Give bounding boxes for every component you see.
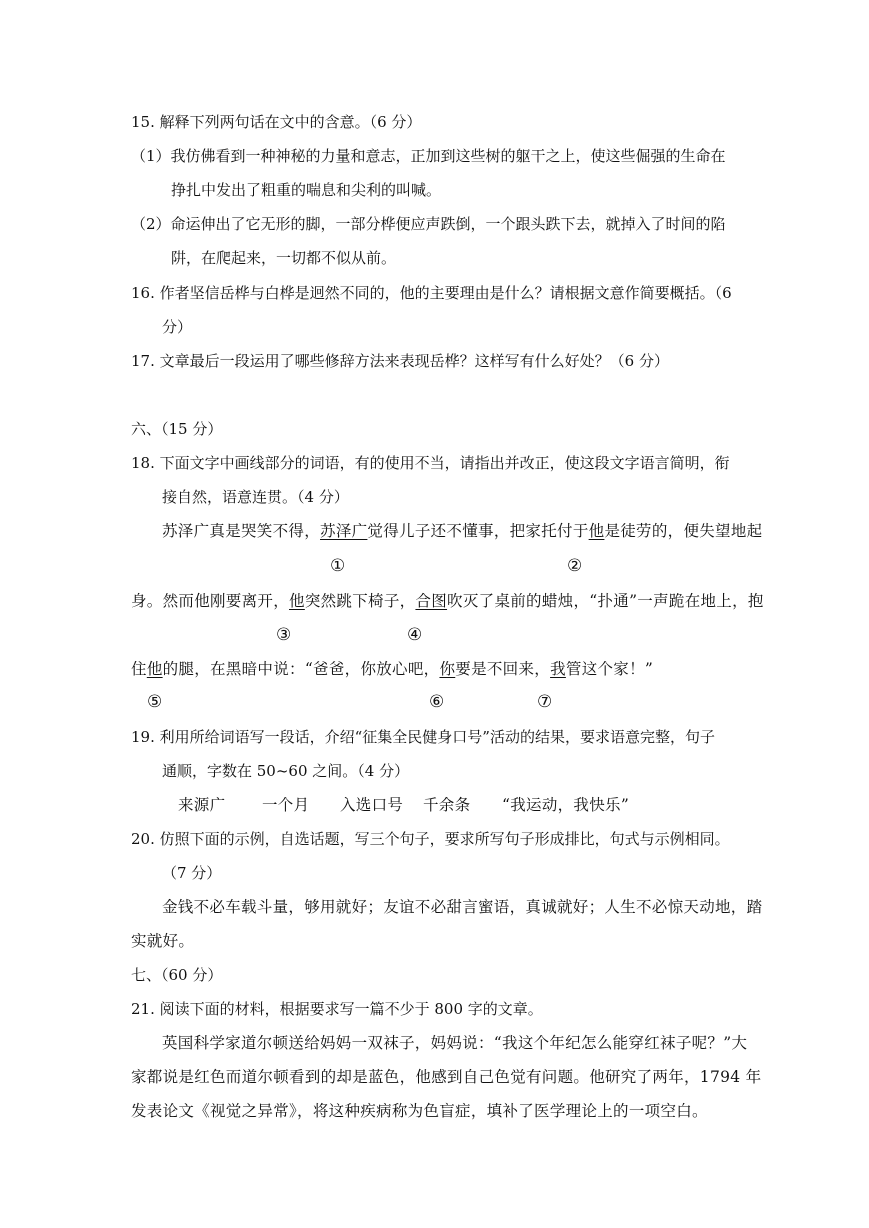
underlined-word-7: 我 bbox=[550, 660, 566, 678]
q21-material-line1: 英国科学家道尔顿送给妈妈一双袜子，妈妈说：“我这个年纪怎么能穿红袜子呢？”大 bbox=[162, 1034, 748, 1052]
marker-4: ④ bbox=[407, 625, 423, 645]
q19-word-3: 入选口号 bbox=[340, 796, 404, 814]
q15-sentence1-line1: （1）我仿佛看到一种神秘的力量和意志，正加到这些树的躯干之上，使这些倔强的生命在 bbox=[131, 147, 726, 165]
q19-word-4: 千余条 bbox=[423, 796, 471, 814]
underlined-word-5: 他 bbox=[146, 660, 163, 678]
q19-word-1: 来源广 bbox=[178, 796, 226, 814]
q21-material-line3: 发表论文《视觉之异常》，将这种疾病称为色盲症，填补了医学理论上的一项空白。 bbox=[131, 1102, 708, 1120]
section-7-heading: 七、（60 分） bbox=[131, 966, 223, 984]
underlined-word-2: 他 bbox=[588, 522, 605, 540]
q21-line1: 21. 阅读下面的材料，根据要求写一篇不少于 800 字的文章。 bbox=[131, 1000, 543, 1018]
marker-5: ⑤ bbox=[147, 692, 163, 712]
q15-title: 15. 解释下列两句话在文中的含意。（6 分） bbox=[131, 113, 422, 131]
q19-word-5: “我运动，我快乐” bbox=[502, 796, 630, 814]
q18-passage-line1: 苏泽广真是哭笑不得，苏泽广觉得儿子还不懂事，把家托付于他是徒劳的，便失望地起 bbox=[162, 522, 763, 540]
section-6-heading: 六、（15 分） bbox=[131, 420, 223, 438]
q15-sentence2-line1: （2）命运伸出了它无形的脚，一部分桦便应声跌倒，一个跟头跌下去，就掉入了时间的陷 bbox=[131, 215, 726, 233]
q18-passage-line3: 住他的腿，在黑暗中说：“爸爸，你放心吧，你要是不回来，我管这个家！” bbox=[131, 660, 654, 678]
underlined-word-1: 苏泽广 bbox=[320, 522, 368, 540]
q20-example-line2: 实就好。 bbox=[131, 932, 195, 950]
underlined-word-3: 他 bbox=[289, 592, 305, 610]
q15-sentence1-line2: 挣扎中发出了粗重的喘息和尖利的叫喊。 bbox=[171, 181, 442, 199]
underlined-word-6: 你 bbox=[439, 660, 456, 678]
q19-line2: 通顺，字数在 50~60 之间。（4 分） bbox=[162, 762, 410, 780]
marker-6: ⑥ bbox=[429, 692, 445, 712]
q19-line1: 19. 利用所给词语写一段话，介绍“征集全民健身口号”活动的结果，要求语意完整，句子 bbox=[131, 728, 715, 746]
q18-line2: 接自然，语意连贯。（4 分） bbox=[162, 488, 349, 506]
q21-material-line2: 家都说是红色而道尔顿看到的却是蓝色，他感到自己色觉有问题。他研究了两年，1794 年 bbox=[131, 1068, 762, 1086]
marker-3: ③ bbox=[276, 625, 292, 645]
q20-example-line1: 金钱不必车载斗量，够用就好；友谊不必甜言蜜语，真诚就好；人生不必惊天动地，踏 bbox=[162, 898, 763, 916]
q15-sentence2-line2: 阱，在爬起来，一切都不似从前。 bbox=[171, 249, 397, 267]
marker-1: ① bbox=[330, 556, 346, 576]
q18-line1: 18. 下面文字中画线部分的词语，有的使用不当，请指出并改正，使这段文字语言简明，衔 bbox=[131, 454, 730, 472]
marker-7: ⑦ bbox=[537, 692, 553, 712]
underlined-word-4: 合图 bbox=[415, 592, 448, 610]
q20-line2: （7 分） bbox=[162, 864, 222, 882]
q18-passage-line2: 身。然而他刚要离开，他突然跳下椅子，合图吹灭了桌前的蜡烛，“扑通”一声跪在地上，抱 bbox=[131, 592, 764, 610]
q16-line2: 分） bbox=[162, 318, 193, 336]
q16-line1: 16. 作者坚信岳桦与白桦是迥然不同的，他的主要理由是什么？请根据文意作简要概括。（6 bbox=[131, 284, 732, 302]
q20-line1: 20. 仿照下面的示例，自选话题，写三个句子，要求所写句子形成排比，句式与示例相同。 bbox=[131, 830, 730, 848]
marker-2: ② bbox=[567, 556, 583, 576]
q19-word-2: 一个月 bbox=[262, 796, 310, 814]
q17-line1: 17. 文章最后一段运用了哪些修辞方法来表现岳桦？这样写有什么好处？（6 分） bbox=[131, 352, 669, 370]
